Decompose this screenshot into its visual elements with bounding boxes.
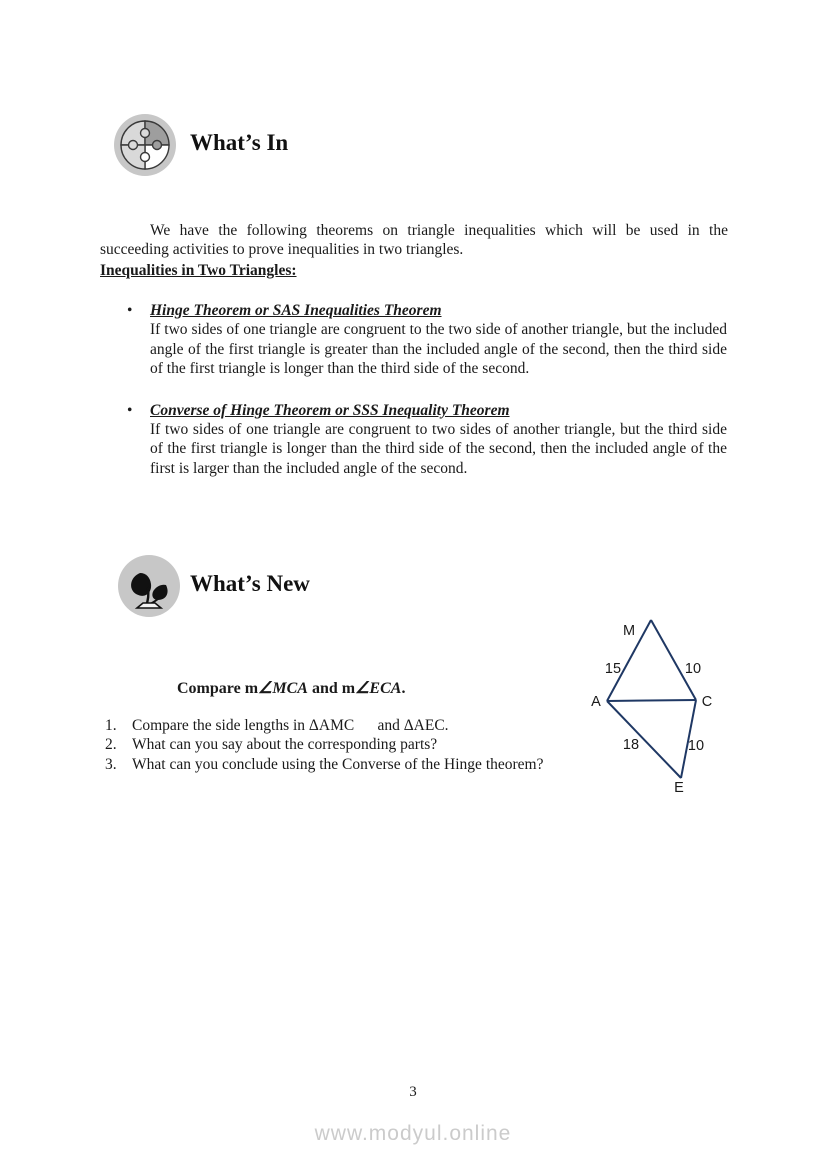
angle-mca: ∠MCA <box>258 680 308 697</box>
side-label-MA: 15 <box>604 661 622 677</box>
vertex-label-A: A <box>591 694 601 710</box>
whats-new-title: What’s New <box>190 571 310 596</box>
question-item: Compare the side lengths in ΔAMC and ΔAEC. <box>132 717 449 734</box>
question-item: What can you say about the corresponding parts? <box>132 736 438 754</box>
page-number: 3 <box>409 1084 417 1100</box>
triangle-diagram <box>588 610 740 807</box>
side-MC <box>651 620 696 700</box>
side-AE <box>607 701 681 778</box>
task-text: and m <box>307 680 356 697</box>
whats-in-title: What’s In <box>190 130 289 155</box>
list-item <box>125 301 727 379</box>
theorem-title: Hinge Theorem or SAS Inequalities Theorem <box>150 302 442 319</box>
side-label-MC: 10 <box>684 661 702 677</box>
bullet-icon: • <box>127 302 133 319</box>
theorem-list <box>125 301 727 500</box>
intro-paragraph: We have the following theorems on triangle inequalities which will be used in the succeeding activities to prove inequalities in two triangles. <box>100 221 728 258</box>
section-heading: Inequalities in Two Triangles: <box>100 262 297 279</box>
task-text: . <box>401 680 406 697</box>
vertex-label-E: E <box>674 780 684 796</box>
theorem-title: Converse of Hinge Theorem or SSS Inequality Theorem <box>150 401 510 419</box>
task-text: Compare m <box>177 680 259 697</box>
watermark: www.modyul.online <box>314 1122 512 1145</box>
seedling-icon <box>118 555 180 617</box>
side-AC <box>607 700 696 701</box>
vertex-label-M: M <box>622 623 636 639</box>
bullet-icon: • <box>127 401 133 419</box>
side-label-CE: 10 <box>687 738 705 754</box>
theorem-body: If two sides of one triangle are congruent to two sides of another triangle, but the third side of the first triangle is longer than the third side of the second, then the included angle of the first is larger than the included angle of the second. <box>150 421 727 477</box>
theorem-body: If two sides of one triangle are congruent to the two side of another triangle, but the included angle of the first triangle is greater than the included angle of the second, then the third side of the first triangle is longer than the third side of the second. <box>150 321 727 378</box>
task-heading <box>177 678 405 698</box>
puzzle-icon <box>114 114 176 176</box>
question-item: What can you conclude using the Converse of the Hinge theorem? <box>132 755 544 773</box>
list-item <box>125 401 727 479</box>
angle-eca: ∠ECA <box>355 680 402 697</box>
vertex-label-C: C <box>701 694 713 710</box>
side-label-AE: 18 <box>622 737 640 753</box>
